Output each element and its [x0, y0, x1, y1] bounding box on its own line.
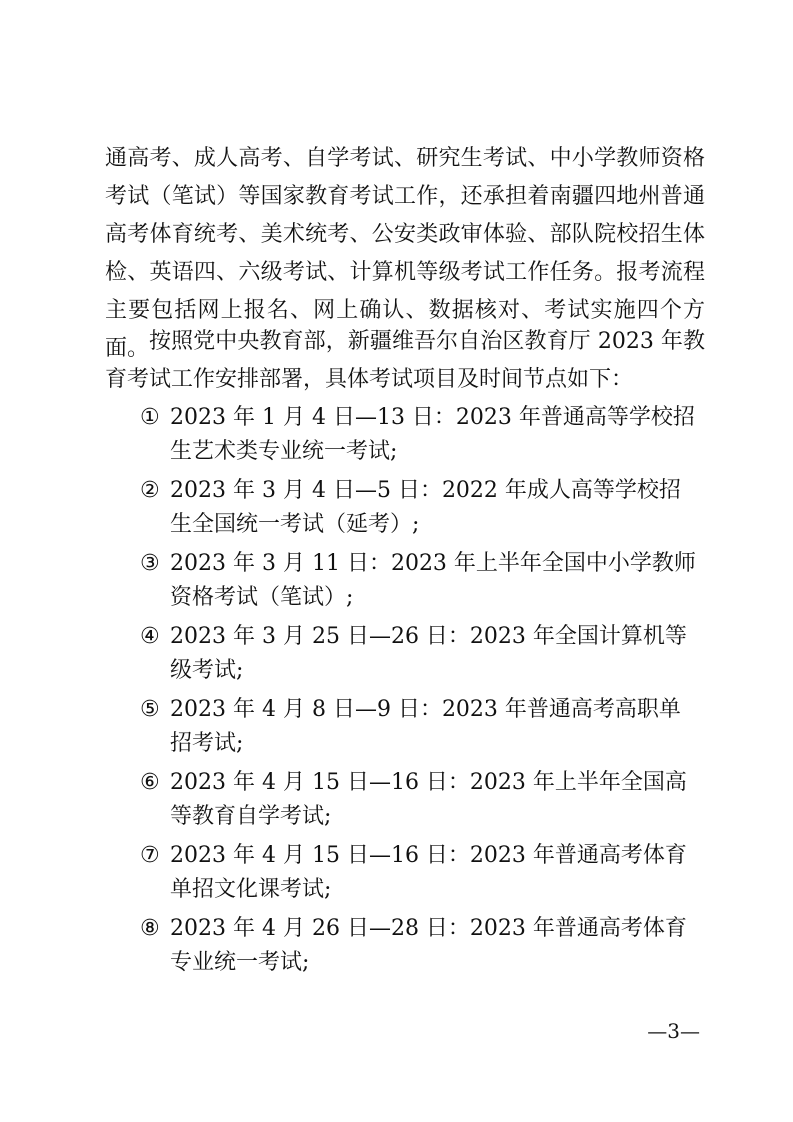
list-marker: ①: [140, 405, 160, 430]
list-marker: ④: [140, 624, 160, 649]
list-item-text: 2023 年 4 月 8 日—9 日：2023 年普通高考高职单招考试;: [170, 697, 681, 756]
list-marker: ⑦: [140, 843, 160, 868]
exam-schedule-list: [140, 401, 700, 985]
body-paragraph-continued: 通高考、成人高考、自学考试、研究生考试、中小学教师资格考试（笔试）等国家教育考试工作，还承担着南疆四地州普通高考体育统考、美术统考、公安类政审体验、部队院校招生体检、英语四、六级考试、计算机等级考试工作任务。报考流程主要包括网上报名、网上确认、数据核对、考试实施四个方面。: [105, 146, 705, 361]
list-item-text: 2023 年 1 月 4 日—13 日：2023 年普通高等学校招生艺术类专业统一考试;: [170, 405, 695, 464]
list-item: [140, 766, 700, 834]
body-paragraph-intro: 按照党中央教育部，新疆维吾尔自治区教育厅 2023 年教育考试工作安排部署，具体考试项目及时间节点如下：: [105, 329, 705, 392]
list-item-text: 2023 年 4 月 15 日—16 日：2023 年上半年全国高等教育自学考试;: [170, 770, 687, 829]
list-item: [140, 693, 700, 761]
list-item: [140, 839, 700, 907]
list-item: [140, 912, 700, 980]
list-marker: ⑥: [140, 770, 160, 795]
list-item: [140, 620, 700, 688]
list-marker: ②: [140, 478, 160, 503]
list-item: [140, 474, 700, 542]
list-marker: ③: [140, 551, 160, 576]
list-item: [140, 547, 700, 615]
page-number: —3—: [647, 1019, 700, 1043]
list-item-text: 2023 年 3 月 25 日—26 日：2023 年全国计算机等级考试;: [170, 624, 687, 683]
list-item-text: 2023 年 4 月 15 日—16 日：2023 年普通高考体育单招文化课考试;: [170, 843, 687, 902]
list-item-text: 2023 年 3 月 11 日：2023 年上半年全国中小学教师资格考试（笔试）;: [170, 551, 696, 610]
list-item-text: 2023 年 3 月 4 日—5 日：2022 年成人高等学校招生全国统一考试（延考）;: [170, 478, 681, 537]
list-item-text: 2023 年 4 月 26 日—28 日：2023 年普通高考体育专业统一考试;: [170, 916, 687, 975]
list-item: [140, 401, 700, 469]
list-marker: ⑧: [140, 916, 160, 941]
list-marker: ⑤: [140, 697, 160, 722]
